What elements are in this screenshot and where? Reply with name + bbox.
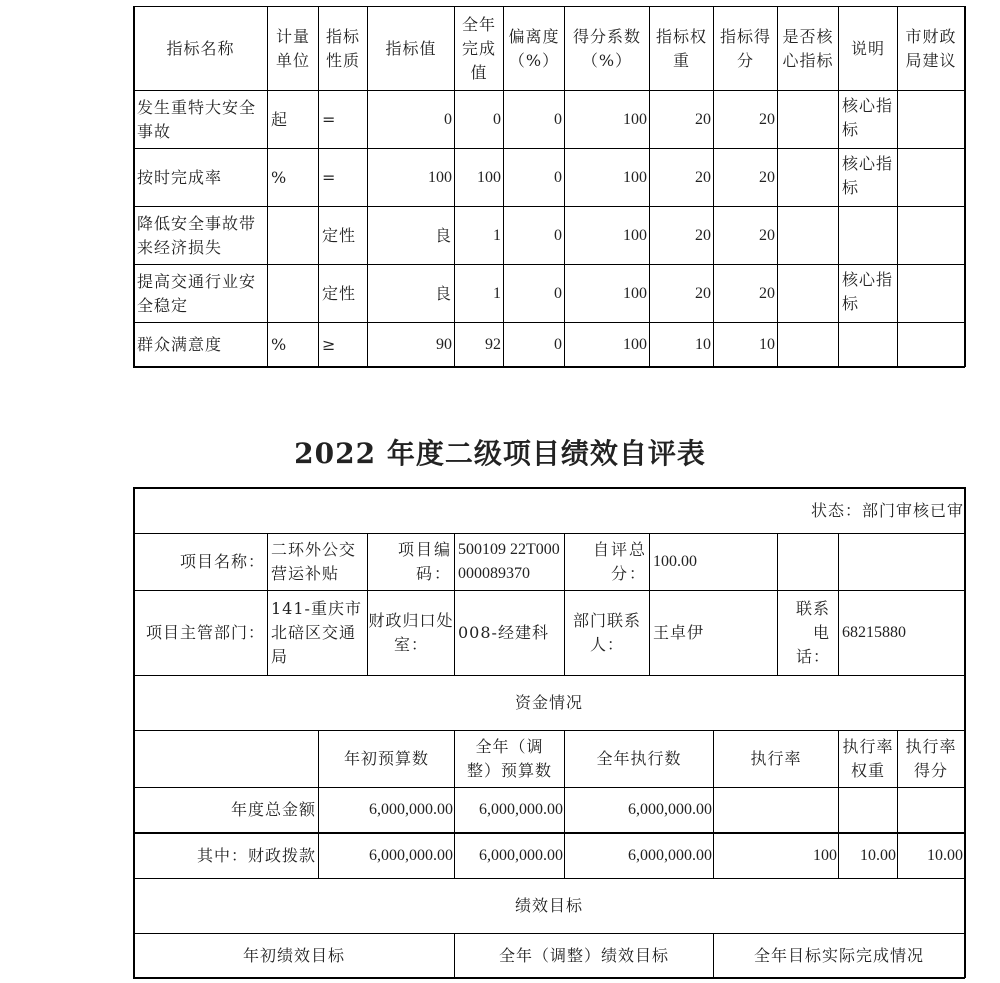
indicator-weight: 20 (695, 226, 711, 244)
funds-row-label: 其中：财政拨款 (196, 846, 316, 865)
indicator-coef: 100 (623, 226, 647, 244)
indicator-deviation: 0 (554, 168, 562, 186)
funds-rate-score: 10.00 (927, 847, 963, 864)
header-nature: 指标性质 (325, 26, 360, 70)
project-name-value: 二环外公交营运补贴 (271, 540, 357, 583)
funds-adjusted: 6,000,000.00 (479, 847, 563, 864)
indicator-name: 群众满意度 (137, 334, 223, 354)
phone-value: 68215880 (842, 624, 906, 641)
indicator-target: 100 (428, 168, 452, 186)
finance-office-value: 008-经建科 (458, 623, 549, 642)
indicator-actual: 92 (485, 335, 501, 353)
phone-label: 联系电话： (796, 599, 831, 666)
indicator-deviation: 0 (554, 284, 562, 302)
header-actual: 全年完成值 (461, 14, 496, 82)
header-note: 说明 (850, 38, 885, 58)
header-core: 是否核心指标 (782, 26, 834, 70)
indicator-target: 0 (444, 110, 452, 128)
header-coef: 得分系数（%） (572, 26, 641, 70)
indicator-target: 良 (434, 283, 452, 303)
funds-header-initial: 年初预算数 (343, 749, 429, 768)
indicator-unit: % (271, 334, 288, 354)
indicator-note: 核心指标 (842, 96, 894, 139)
funds-header-adjusted: 全年（调整）预算数 (466, 737, 552, 780)
indicator-weight: 20 (695, 110, 711, 128)
indicator-nature: = (322, 109, 337, 129)
indicator-deviation: 0 (554, 335, 562, 353)
header-indicator-name: 指标名称 (166, 38, 235, 58)
contact-label: 部门联系人： (572, 611, 641, 654)
funds-row-label: 年度总金额 (230, 800, 316, 819)
indicator-weight: 10 (695, 335, 711, 353)
finance-office-label: 财政归口处室： (368, 611, 454, 654)
indicator-coef: 100 (623, 168, 647, 186)
dept-label: 项目主管部门： (145, 623, 265, 642)
header-score: 指标得分 (719, 26, 771, 70)
funds-executed: 6,000,000.00 (628, 801, 712, 818)
indicator-coef: 100 (623, 284, 647, 302)
funds-header-rate: 执行率 (750, 749, 802, 768)
funds-rate: 100 (813, 847, 837, 864)
indicator-nature: 定性 (322, 225, 357, 245)
header-target: 指标值 (385, 38, 437, 58)
indicator-note: 核心指标 (842, 154, 894, 197)
funds-executed: 6,000,000.00 (628, 847, 712, 864)
funds-header-rate-score: 执行率得分 (905, 737, 957, 780)
indicator-coef: 100 (623, 335, 647, 353)
goals-header-initial: 年初绩效目标 (242, 945, 345, 965)
indicator-actual: 1 (493, 226, 501, 244)
indicator-weight: 20 (695, 168, 711, 186)
indicator-score: 10 (759, 335, 775, 353)
indicator-note: 核心指标 (842, 270, 894, 313)
indicator-nature: = (322, 167, 337, 187)
contact-value: 王卓伊 (653, 623, 705, 642)
indicator-score: 20 (759, 110, 775, 128)
funds-initial: 6,000,000.00 (369, 801, 453, 818)
indicator-name: 降低安全事故带来经济损失 (137, 213, 257, 257)
project-code-value: 500109 22T000000089370 (458, 541, 560, 582)
indicator-nature: ≥ (322, 334, 337, 354)
indicator-deviation: 0 (554, 226, 562, 244)
project-code-label: 项目编码： (397, 540, 452, 583)
funds-adjusted: 6,000,000.00 (479, 801, 563, 818)
funds-header-executed: 全年执行数 (596, 749, 682, 768)
goals-header-adjusted: 全年（调整）绩效目标 (498, 945, 669, 965)
indicator-weight: 20 (695, 284, 711, 302)
funds-initial: 6,000,000.00 (369, 847, 453, 864)
indicator-deviation: 0 (554, 110, 562, 128)
indicator-target: 90 (436, 335, 452, 353)
goals-header-actual: 全年目标实际完成情况 (753, 945, 924, 965)
self-score-value: 100.00 (653, 553, 697, 570)
funds-header-rate-weight: 执行率权重 (842, 737, 894, 780)
indicator-nature: 定性 (322, 283, 357, 303)
indicator-name: 按时完成率 (137, 167, 223, 187)
indicator-name: 提高交通行业安全稳定 (137, 271, 257, 315)
funds-section-title: 资金情况 (514, 693, 583, 712)
indicator-coef: 100 (623, 110, 647, 128)
indicator-name: 发生重特大安全事故 (137, 97, 257, 141)
indicator-score: 20 (759, 168, 775, 186)
header-deviation: 偏离度（%） (508, 26, 560, 70)
header-unit: 计量单位 (275, 26, 310, 70)
goals-section-title: 绩效目标 (514, 896, 583, 915)
indicator-actual: 1 (493, 284, 501, 302)
self-score-label: 自评总分： (592, 540, 647, 583)
project-name-label: 项目名称： (179, 552, 265, 571)
funds-rate-weight: 10.00 (860, 847, 896, 864)
indicator-actual: 0 (493, 110, 501, 128)
page-title: 2022 年度二级项目绩效自评表 (294, 437, 706, 470)
status-text: 状态：部门审核已审 (810, 501, 964, 520)
header-advice: 市财政局建议 (905, 26, 957, 70)
indicator-unit: 起 (271, 109, 289, 129)
dept-value: 141-重庆市北碚区交通局 (271, 599, 362, 666)
indicator-actual: 100 (477, 168, 501, 186)
indicator-score: 20 (759, 226, 775, 244)
indicator-unit: % (271, 167, 288, 187)
indicator-target: 良 (434, 225, 452, 245)
indicator-score: 20 (759, 284, 775, 302)
header-weight: 指标权重 (655, 26, 707, 70)
